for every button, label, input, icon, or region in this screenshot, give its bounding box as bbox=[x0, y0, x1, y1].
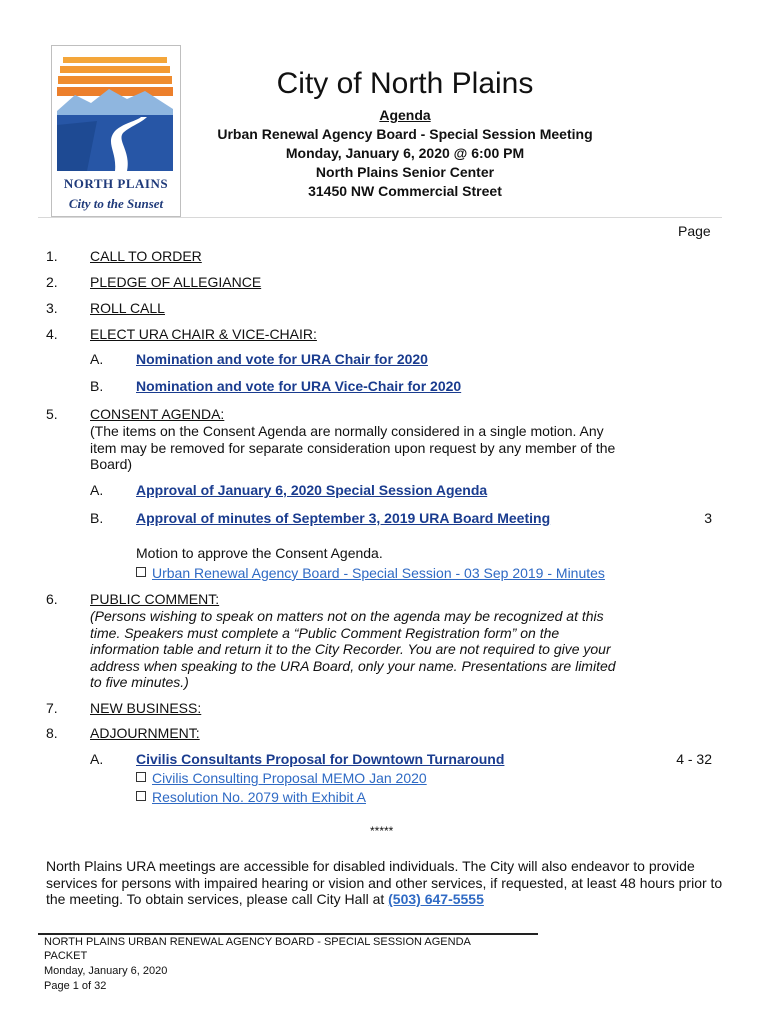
footer-page-count: Page 1 of 32 bbox=[44, 980, 107, 992]
meeting-name: Urban Renewal Agency Board - Special Session Meeting bbox=[217, 126, 593, 142]
attachment-link[interactable]: Urban Renewal Agency Board - Special Session - 03 Sep 2019 - Minutes bbox=[152, 565, 605, 581]
attachment-item[interactable] bbox=[136, 565, 605, 581]
page-column-label: Page bbox=[678, 223, 711, 239]
phone-link[interactable]: (503) 647-5555 bbox=[388, 891, 484, 907]
sunset-logo-icon bbox=[57, 51, 175, 175]
city-logo bbox=[51, 45, 181, 217]
subitem-link[interactable]: Nomination and vote for URA Vice-Chair for 2020 bbox=[136, 378, 462, 394]
agenda-heading: Agenda bbox=[379, 107, 431, 123]
item-title: CONSENT AGENDA: bbox=[90, 406, 225, 422]
page-number: 3 bbox=[704, 510, 712, 526]
item-title: ROLL CALL bbox=[90, 300, 165, 316]
attachment-link[interactable]: Resolution No. 2079 with Exhibit A bbox=[152, 789, 367, 805]
item-title: ADJOURNMENT: bbox=[90, 725, 200, 741]
item-number: 8. bbox=[46, 725, 58, 741]
checkbox-icon bbox=[136, 791, 146, 801]
footer-title: NORTH PLAINS URBAN RENEWAL AGENCY BOARD - SPECIAL SESSION AGENDA bbox=[44, 936, 471, 948]
item-title: PLEDGE OF ALLEGIANCE bbox=[90, 274, 262, 290]
subitem-link[interactable]: Approval of January 6, 2020 Special Session Agenda bbox=[136, 482, 488, 498]
footer-date: Monday, January 6, 2020 bbox=[44, 965, 168, 977]
item-number: 4. bbox=[46, 326, 58, 342]
item-title: PUBLIC COMMENT: bbox=[90, 591, 220, 607]
footer-divider bbox=[38, 933, 538, 935]
subitem-link[interactable]: Approval of minutes of September 3, 2019 URA Board Meeting bbox=[136, 510, 551, 526]
item-number: 2. bbox=[46, 274, 58, 290]
item-title: ELECT URA CHAIR & VICE-CHAIR: bbox=[90, 326, 317, 342]
subitem-letter: B. bbox=[90, 510, 104, 526]
header-divider bbox=[38, 217, 722, 218]
subitem-letter: A. bbox=[90, 751, 104, 767]
item-number: 6. bbox=[46, 591, 58, 607]
logo-tagline: City to the Sunset bbox=[68, 196, 164, 211]
item-number: 1. bbox=[46, 248, 58, 264]
section-separator: ***** bbox=[370, 824, 394, 838]
subitem-letter: A. bbox=[90, 482, 104, 498]
page-title: City of North Plains bbox=[276, 67, 534, 100]
checkbox-icon bbox=[136, 567, 146, 577]
accessibility-text: North Plains URA meetings are accessible for disabled individuals. The City will also endeavor to provide services for persons with impaired hearing or vision and other services, if requested, at least 48 hours prior to the meeting. To obtain services, please call City Hall at bbox=[46, 858, 723, 907]
motion-text: Motion to approve the Consent Agenda. bbox=[136, 545, 383, 561]
subitem-letter: B. bbox=[90, 378, 104, 394]
page-number: 4 - 32 bbox=[676, 751, 712, 767]
checkbox-icon bbox=[136, 772, 146, 782]
item-number: 5. bbox=[46, 406, 58, 422]
meeting-address: 31450 NW Commercial Street bbox=[308, 183, 502, 199]
item-title: CALL TO ORDER bbox=[90, 248, 202, 264]
item-number: 7. bbox=[46, 700, 58, 716]
attachment-item[interactable] bbox=[136, 789, 366, 805]
public-comment-note: (Persons wishing to speak on matters not on the agenda may be recognized at this time. Speakers must complete a “Public Comment Registration form” on the information table and return it to the City Recorder. You are not required to give your address when speaking to the URA Board, only your name. Presentations are limited to five minutes.) bbox=[90, 608, 616, 690]
subitem-letter: A. bbox=[90, 351, 104, 367]
meeting-datetime: Monday, January 6, 2020 @ 6:00 PM bbox=[285, 145, 525, 161]
logo-city-name: NORTH PLAINS bbox=[63, 176, 169, 191]
subitem-link[interactable]: Civilis Consultants Proposal for Downtown Turnaround bbox=[136, 751, 505, 767]
footer-packet: PACKET bbox=[44, 950, 88, 962]
item-title: NEW BUSINESS: bbox=[90, 700, 202, 716]
attachment-item[interactable] bbox=[136, 770, 427, 786]
meeting-venue: North Plains Senior Center bbox=[315, 164, 495, 180]
consent-agenda-note: (The items on the Consent Agenda are normally considered in a single motion. Any item may be removed for separate consideration upon request by any member of the Board) bbox=[90, 423, 616, 472]
subitem-link[interactable]: Nomination and vote for URA Chair for 2020 bbox=[136, 351, 428, 367]
item-number: 3. bbox=[46, 300, 58, 316]
accessibility-notice bbox=[46, 858, 726, 908]
attachment-link[interactable]: Civilis Consulting Proposal MEMO Jan 2020 bbox=[152, 770, 427, 786]
